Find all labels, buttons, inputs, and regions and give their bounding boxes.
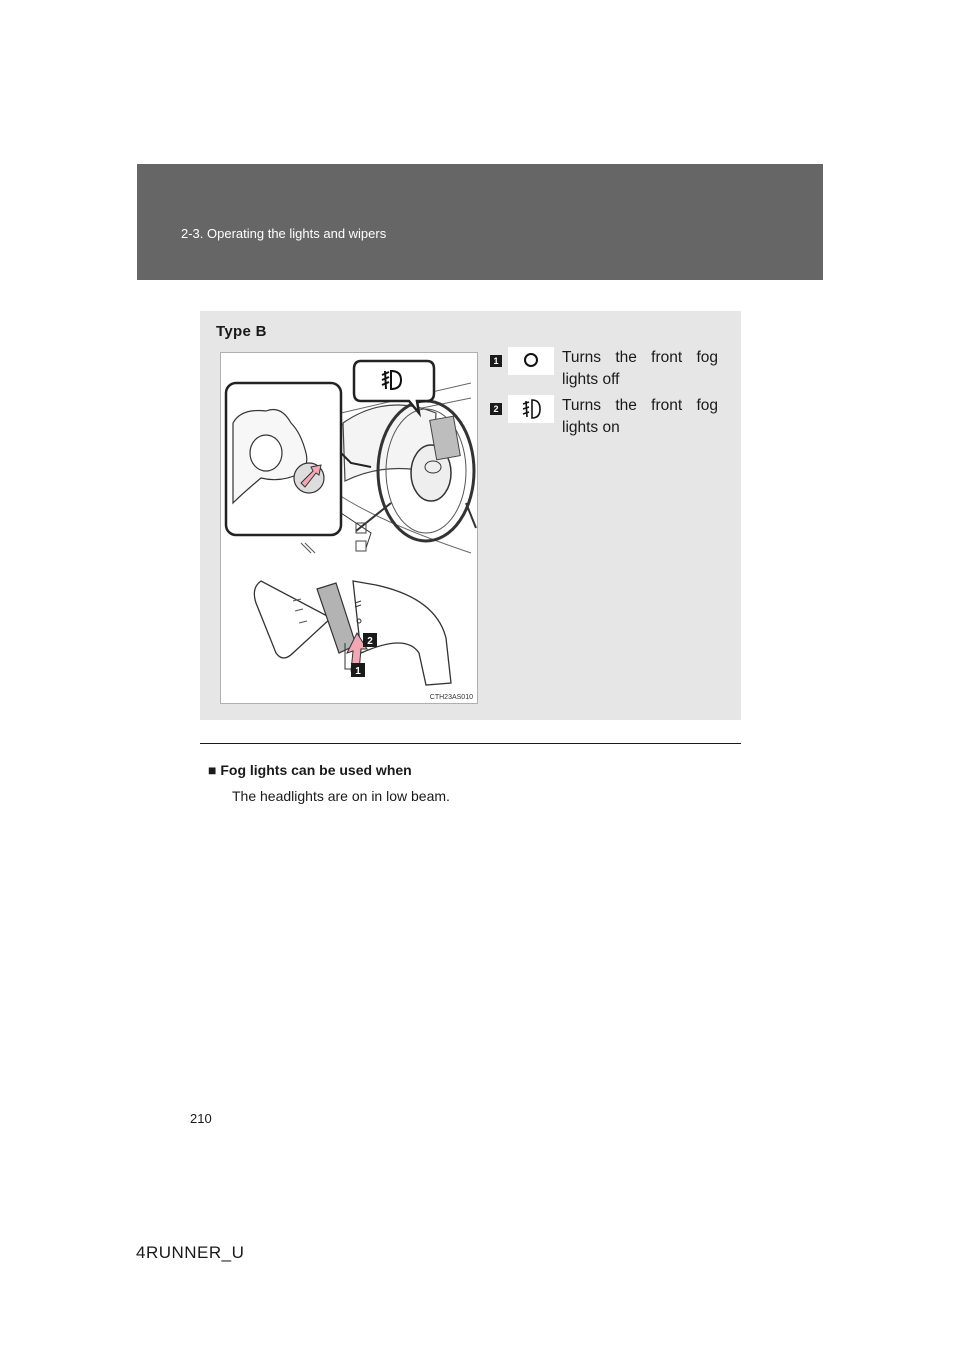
document-code: 4RUNNER_U xyxy=(136,1243,245,1262)
panel-heading: Type B xyxy=(216,323,267,340)
legend-text: Turns the front fog lights on xyxy=(562,397,718,436)
type-b-panel xyxy=(200,311,741,720)
figure-code: CTH23AS010 xyxy=(429,694,473,701)
note-heading-text: Fog lights can be used when xyxy=(220,762,412,778)
callout-number-2: 2 xyxy=(367,636,373,647)
legend-number: 1 xyxy=(490,355,502,367)
legend-text: Turns the front fog lights off xyxy=(562,349,718,388)
page-number: 210 xyxy=(190,1111,212,1126)
illustration-drawing xyxy=(221,353,477,703)
note-body: The headlights are on in low beam. xyxy=(232,788,450,804)
square-bullet-icon: ■ xyxy=(208,762,217,778)
header-band xyxy=(137,164,823,280)
fog-light-off-icon xyxy=(508,347,554,375)
section-title: 2-3. Operating the lights and wipers xyxy=(181,226,387,241)
callout-number-1: 1 xyxy=(355,666,361,677)
note-heading xyxy=(208,762,412,778)
section-divider xyxy=(200,743,741,744)
front-fog-light-icon xyxy=(508,395,554,423)
fog-light-switch-illustration xyxy=(220,352,478,704)
legend-number: 2 xyxy=(490,403,502,415)
